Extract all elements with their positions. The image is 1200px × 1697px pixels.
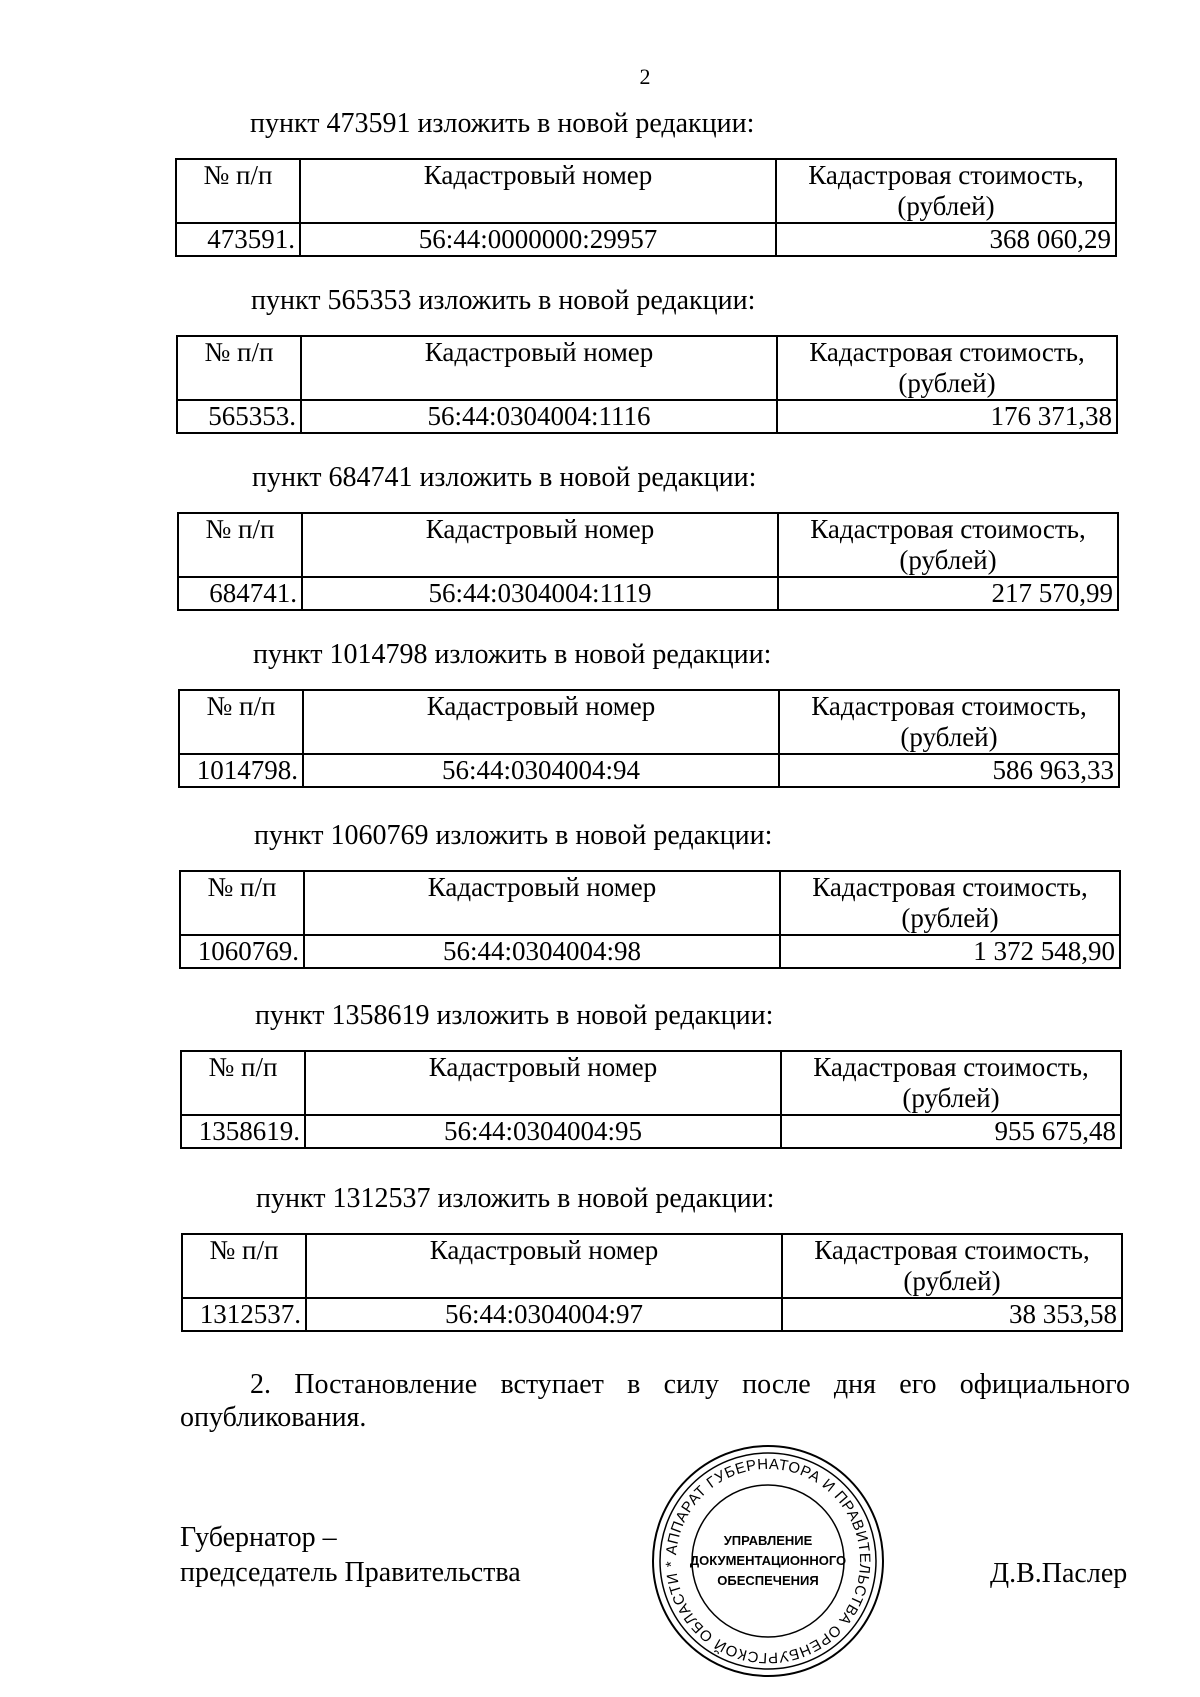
amendment-intro: пункт 1358619 изложить в новой редакции: <box>255 1000 774 1031</box>
header-value: Кадастровая стоимость, (рублей) <box>782 1234 1122 1298</box>
cell-cadastral-number: 56:44:0304004:97 <box>306 1298 782 1331</box>
header-cadastral-number: Кадастровый номер <box>306 1234 782 1298</box>
cell-num: 684741. <box>178 577 302 610</box>
cell-value: 368 060,29 <box>776 223 1116 256</box>
signatory-position-line1: Губернатор – <box>180 1522 337 1553</box>
table-row <box>182 1298 1122 1331</box>
cell-value: 176 371,38 <box>777 400 1117 433</box>
header-value: Кадастровая стоимость, (рублей) <box>777 336 1117 400</box>
header-cadastral-number: Кадастровый номер <box>303 690 779 754</box>
header-cadastral-number: Кадастровый номер <box>304 871 780 935</box>
cadastral-table <box>175 158 1117 257</box>
table-header-row <box>180 871 1120 935</box>
header-cadastral-number: Кадастровый номер <box>305 1051 781 1115</box>
seal-inner-line1: УПРАВЛЕНИЕ <box>723 1533 813 1548</box>
cell-num: 1060769. <box>180 935 304 968</box>
signatory-position <box>180 1520 521 1590</box>
cell-cadastral-number: 56:44:0304004:94 <box>303 754 779 787</box>
table-row <box>179 754 1119 787</box>
header-num: № п/п <box>178 513 302 577</box>
cell-cadastral-number: 56:44:0000000:29957 <box>300 223 776 256</box>
cell-cadastral-number: 56:44:0304004:95 <box>305 1115 781 1148</box>
header-num: № п/п <box>176 159 300 223</box>
cadastral-table <box>177 512 1119 611</box>
amendment-intro: пункт 1060769 изложить в новой редакции: <box>254 820 773 851</box>
header-num: № п/п <box>179 690 303 754</box>
amendment-intro: пункт 684741 изложить в новой редакции: <box>252 462 757 493</box>
header-value: Кадастровая стоимость, (рублей) <box>781 1051 1121 1115</box>
header-num: № п/п <box>181 1051 305 1115</box>
cell-num: 565353. <box>177 400 301 433</box>
seal-inner-line2: ДОКУМЕНТАЦИОННОГО <box>689 1553 847 1568</box>
official-seal <box>648 1441 888 1681</box>
cell-value: 955 675,48 <box>781 1115 1121 1148</box>
table-row <box>177 400 1117 433</box>
cell-cadastral-number: 56:44:0304004:98 <box>304 935 780 968</box>
table-header-row <box>181 1051 1121 1115</box>
amendment-intro: пункт 473591 изложить в новой редакции: <box>250 108 755 139</box>
header-cadastral-number: Кадастровый номер <box>300 159 776 223</box>
cadastral-table <box>176 335 1118 434</box>
paragraph-2: 2. Постановление вступает в силу после дня его официального опубликования. <box>180 1369 1130 1433</box>
amendment-intro: пункт 565353 изложить в новой редакции: <box>251 285 756 316</box>
cell-cadastral-number: 56:44:0304004:1116 <box>301 400 777 433</box>
cell-cadastral-number: 56:44:0304004:1119 <box>302 577 778 610</box>
header-num: № п/п <box>182 1234 306 1298</box>
header-num: № п/п <box>180 871 304 935</box>
page-number: 2 <box>639 64 651 89</box>
header-value: Кадастровая стоимость, (рублей) <box>776 159 1116 223</box>
cell-value: 586 963,33 <box>779 754 1119 787</box>
table-header-row <box>176 159 1116 223</box>
cadastral-table <box>181 1233 1123 1332</box>
table-row <box>176 223 1116 256</box>
cell-num: 1312537. <box>182 1298 306 1331</box>
cell-num: 473591. <box>176 223 300 256</box>
cadastral-table <box>179 870 1121 969</box>
table-row <box>180 935 1120 968</box>
cadastral-table <box>178 689 1120 788</box>
table-row <box>178 577 1118 610</box>
table-header-row <box>179 690 1119 754</box>
signatory-position-line2: председатель Правительства <box>180 1557 521 1588</box>
signatory-name: Д.В.Паслер <box>990 1558 1128 1589</box>
cell-value: 38 353,58 <box>782 1298 1122 1331</box>
seal-outer-text: АППАРАТ ГУБЕРНАТОРА И ПРАВИТЕЛЬСТВА ОРЕНБУРГСКОЙ ОБЛАСТИ * <box>662 1455 874 1667</box>
table-header-row <box>177 336 1117 400</box>
header-num: № п/п <box>177 336 301 400</box>
header-cadastral-number: Кадастровый номер <box>302 513 778 577</box>
cell-value: 217 570,99 <box>778 577 1118 610</box>
table-row <box>181 1115 1121 1148</box>
amendment-intro: пункт 1312537 изложить в новой редакции: <box>256 1183 775 1214</box>
header-value: Кадастровая стоимость, (рублей) <box>778 513 1118 577</box>
header-value: Кадастровая стоимость, (рублей) <box>779 690 1119 754</box>
amendment-intro: пункт 1014798 изложить в новой редакции: <box>253 639 772 670</box>
header-cadastral-number: Кадастровый номер <box>301 336 777 400</box>
cadastral-table <box>180 1050 1122 1149</box>
table-header-row <box>182 1234 1122 1298</box>
cell-value: 1 372 548,90 <box>780 935 1120 968</box>
cell-num: 1358619. <box>181 1115 305 1148</box>
header-value: Кадастровая стоимость, (рублей) <box>780 871 1120 935</box>
seal-inner-line3: ОБЕСПЕЧЕНИЯ <box>717 1573 819 1588</box>
cell-num: 1014798. <box>179 754 303 787</box>
table-header-row <box>178 513 1118 577</box>
